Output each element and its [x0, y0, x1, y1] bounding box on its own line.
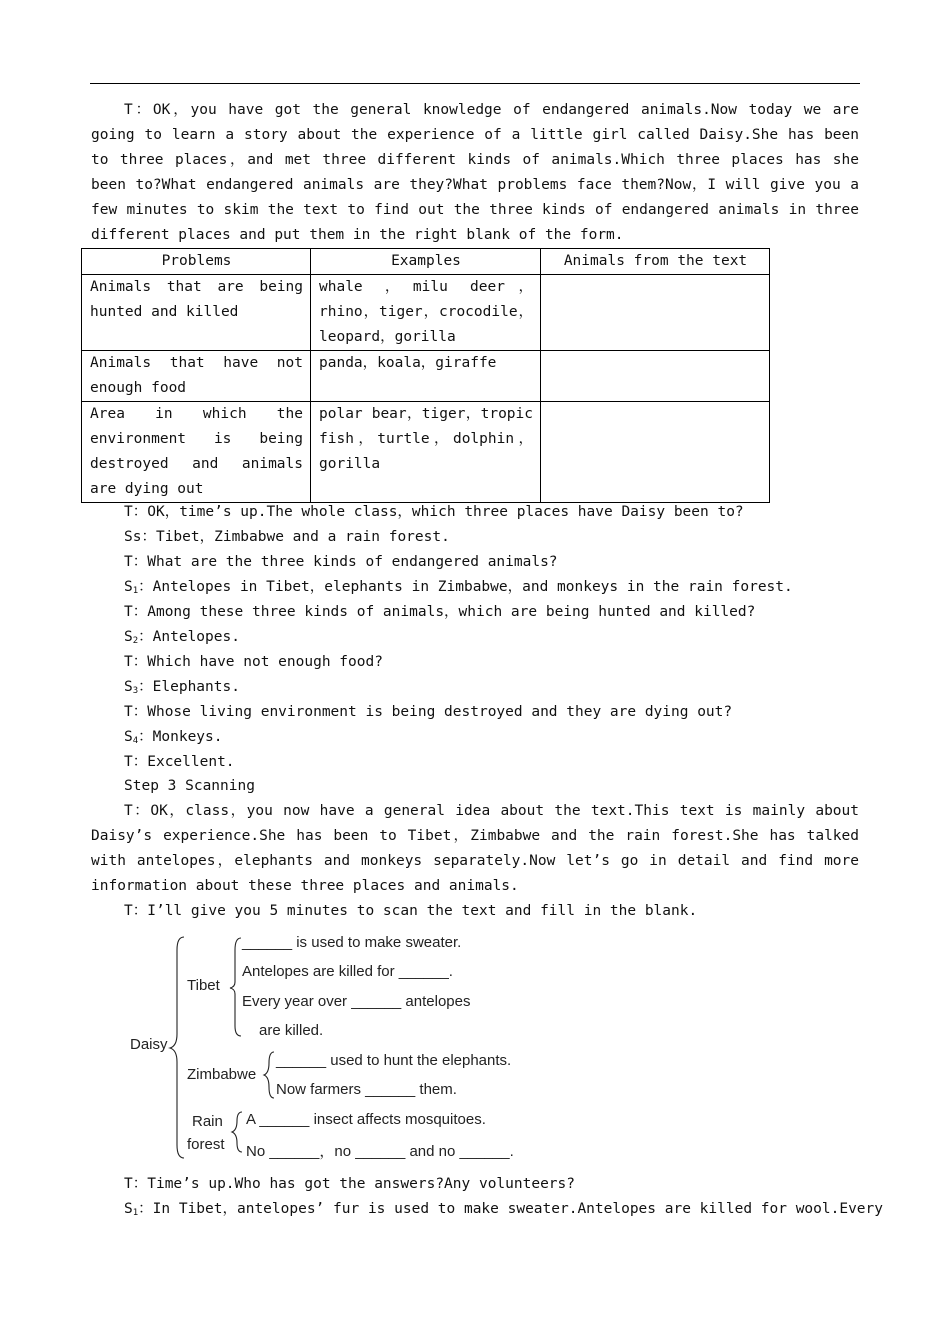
tibet-brace [230, 938, 241, 1036]
speaker: S [124, 679, 133, 695]
speaker: S [124, 729, 133, 745]
line-text: ：Excellent. [132, 754, 235, 770]
header-rule [90, 83, 860, 84]
line-text: ：In Tibet，antelopes’ fur is used to make sweater.Antelopes are killed for wool.Every [138, 1201, 883, 1217]
speaker: T [124, 554, 133, 570]
speaker: T [124, 654, 133, 670]
examples-cell: panda，koala，giraffe [311, 351, 541, 402]
problem-cell: Animals that are being hunted and killed [82, 275, 311, 351]
rainforest-label: forest [187, 1136, 225, 1153]
line-text: ：Whose living environment is being destroyed and they are dying out? [132, 704, 733, 720]
scan-instruction: T：I’ll give you 5 minutes to scan the text and fill in the blank. [124, 903, 698, 919]
root-label: Daisy [130, 1036, 168, 1053]
line-text: ：Antelopes. [138, 629, 240, 645]
final-line [124, 1197, 883, 1226]
line-text: ：Antelopes in Tibet，elephants in Zimbabwe，and monkeys in the rain forest. [138, 579, 793, 595]
scan-paragraph: T：OK，class，you now have a general idea about the text.This text is mainly about Daisy’s experience.She has been to Tibet，Zimbabwe and the rain forest.She has talked with antelopes，elephants and monkeys separately.Now let’s go in detail and find more information about these three places and animals. [91, 803, 859, 894]
zimbabwe-item: Now farmers ______ them. [276, 1081, 457, 1098]
table-row [82, 402, 770, 503]
rainforest-item: No ______，no ______ and no ______. [246, 1143, 514, 1160]
line-text: ：What are the three kinds of endangered animals? [132, 554, 558, 570]
tibet-item: Every year over ______ antelopes [242, 993, 471, 1010]
problems-table [81, 248, 770, 503]
line-text: ：OK，time’s up.The whole class，which three places have Daisy been to? [132, 504, 744, 520]
header-animals: Animals from the text [541, 249, 770, 275]
zimbabwe-label: Zimbabwe [187, 1066, 257, 1083]
speaker-sub: 3 [132, 686, 139, 696]
speaker: T [124, 1176, 133, 1192]
speaker: S [124, 579, 133, 595]
tibet-item: ______ is used to make sweater. [242, 934, 462, 951]
table-row [82, 351, 770, 402]
line-text: ：Tibet，Zimbabwe and a rain forest. [141, 529, 450, 545]
step-heading: Step 3 Scanning [124, 778, 255, 794]
table-header-row [82, 249, 770, 275]
zimbabwe-brace [264, 1052, 274, 1098]
line-text: ：Elephants. [138, 679, 240, 695]
animals-answer-cell[interactable] [541, 351, 770, 402]
examples-cell: whale ，milu deer，rhino，tiger，crocodile，leopard，gorilla [311, 275, 541, 351]
speaker: T [124, 604, 133, 620]
table-row [82, 275, 770, 351]
animals-answer-cell[interactable] [541, 275, 770, 351]
main-brace [170, 937, 184, 1158]
intro-paragraph: T：OK，you have got the general knowledge of endangered animals.Now today we are going to learn a story about the experience of a little girl called Daisy.She has been to three places，and met three different kinds of animals.Which three places has she been to?What endangered animals are they?What problems face them?Now，I will give you a few minutes to skim the text to find out the three kinds of endangered animals in three different places and put them in the right blank of the form. [91, 102, 859, 243]
tibet-item: Antelopes are killed for ______. [242, 963, 453, 980]
problem-cell: Area in which the environment is being destroyed and animals are dying out [82, 402, 311, 503]
rainforest-item: A ______ insect affects mosquitoes. [246, 1111, 486, 1128]
line-text: ：Monkeys. [138, 729, 223, 745]
examples-cell: polar bear，tiger，tropic fish，turtle，dolphin，gorilla [311, 402, 541, 503]
animals-answer-cell[interactable] [541, 402, 770, 503]
rainforest-brace [232, 1112, 242, 1152]
speaker-sub: 4 [132, 736, 139, 746]
line-text: ：Which have not enough food? [132, 654, 383, 670]
tibet-label: Tibet [187, 977, 220, 994]
speaker-sub: 1 [132, 586, 139, 596]
header-problems: Problems [82, 249, 311, 275]
daisy-brace-diagram [124, 930, 564, 1165]
speaker: Ss [124, 529, 142, 545]
header-examples: Examples [311, 249, 541, 275]
problem-cell: Animals that have not enough food [82, 351, 311, 402]
speaker: S [124, 629, 133, 645]
speaker: T [124, 504, 133, 520]
line-text: ：Time’s up.Who has got the answers?Any volunteers? [132, 1176, 575, 1192]
rainforest-label: Rain [192, 1113, 223, 1130]
speaker: T [124, 704, 133, 720]
speaker-sub: 1 [132, 1208, 139, 1218]
speaker: T [124, 754, 133, 770]
tibet-item: are killed. [259, 1022, 324, 1039]
speaker-sub: 2 [132, 636, 139, 646]
zimbabwe-item: ______ used to hunt the elephants. [276, 1052, 512, 1069]
line-text: ：Among these three kinds of animals，which are being hunted and killed? [132, 604, 756, 620]
speaker: S [124, 1201, 133, 1217]
